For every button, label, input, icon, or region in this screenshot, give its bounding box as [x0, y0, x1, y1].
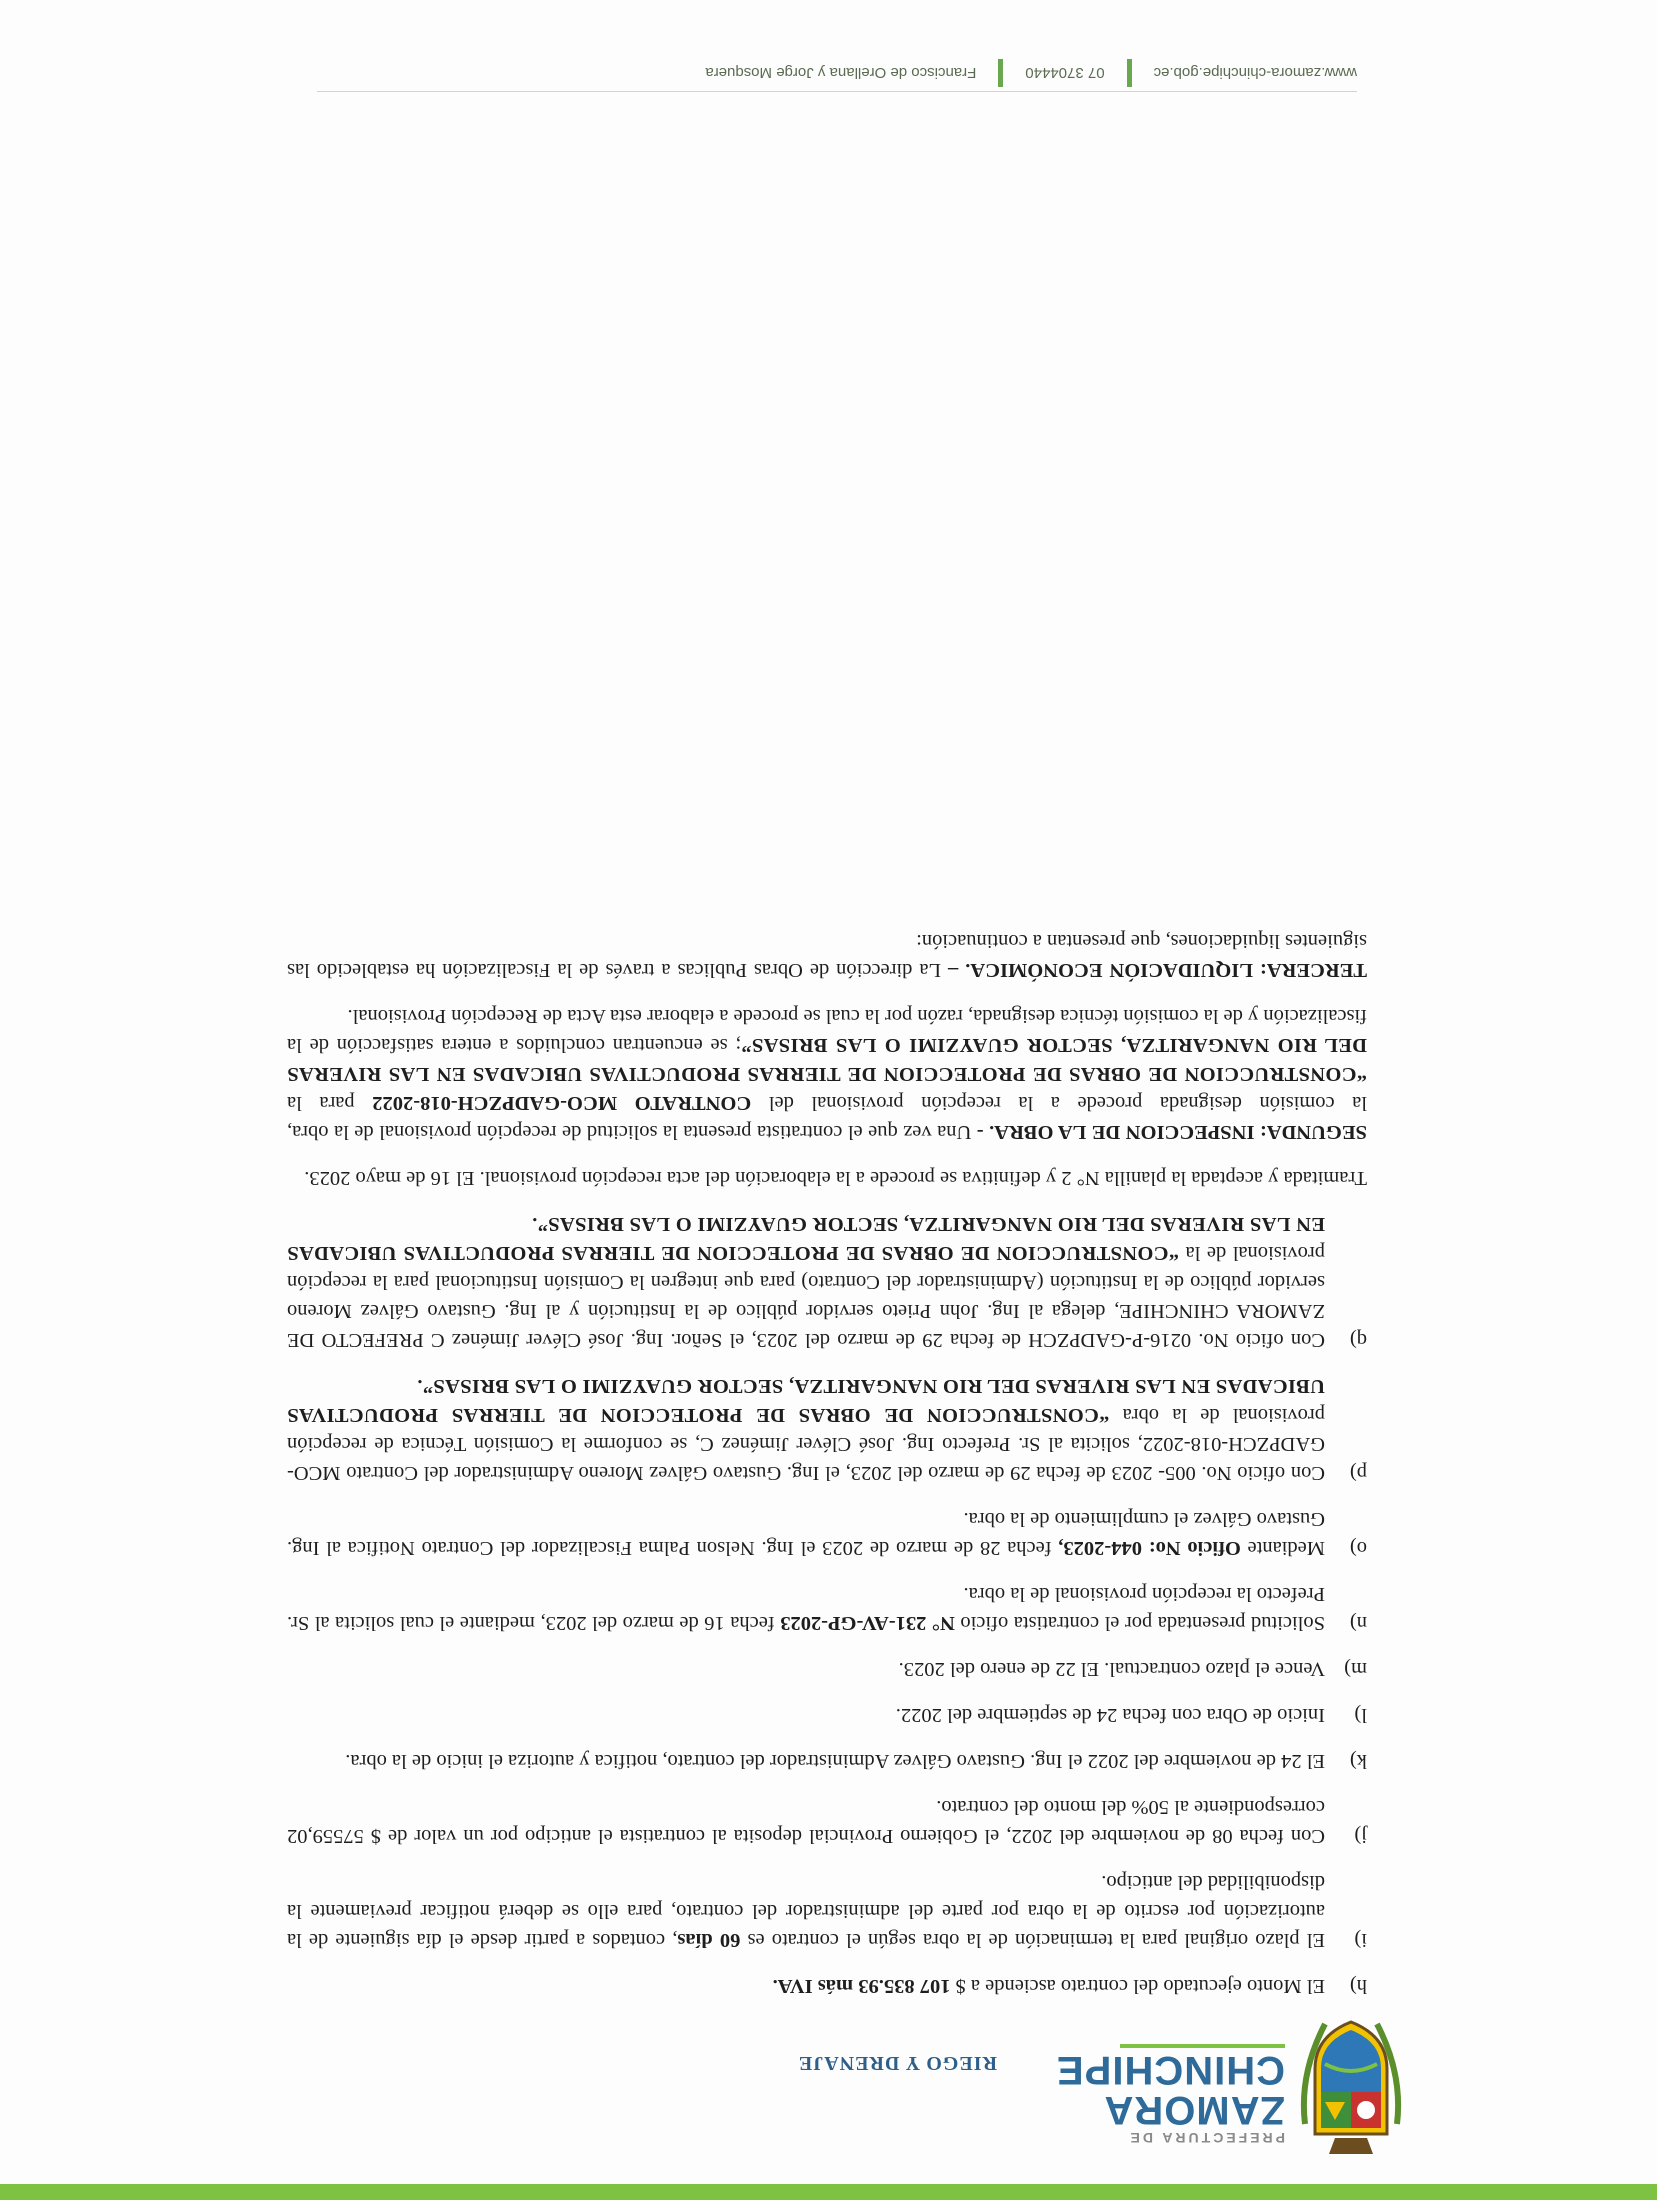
list-item-h: h) El Monto ejecutado del contrato asciende a $ 107 835.93 más IVA.: [772, 1975, 1367, 1997]
brand-logo: [1056, 2044, 1285, 2146]
list-item-l: l) Inicio de Obra con fecha 24 de septiembre del 2022.: [895, 1704, 1367, 1726]
coat-of-arms-icon: [1295, 2016, 1407, 2164]
list-item-k: k) El 24 de noviembre del 2022 el Ing. Gustavo Gálvez Administrador del contrato, notifica y autoriza el inicio de la obra.: [345, 1750, 1367, 1772]
section-heading: TERCERA: LIQUIDACIÓN ECONÓMICA. –: [948, 959, 1367, 981]
project-name: “CONSTRUCCION DE OBRAS DE PROTECCION DE TIERRAS PRODUCTIVAS UBICADAS EN LAS RIVERAS DEL RIO NANGARITZA, SECTOR GUAYZIMI O LAS BRISAS”.: [286, 1375, 1325, 1426]
brand-chinchipe: CHINCHIPE: [1055, 2048, 1285, 2092]
section-segunda: SEGUNDA: INSPECCION DE LA OBRA. - Una vez que el contratista presenta la solicitud de recepción provisional de la obra, la comisión designada procede a la recepción provisional del CONTRATO MCO-GADPZCH-018-2022 para la “CONSTRUCCION DE OBRAS DE PROTECCION DE TIERRAS PRODUCTIVAS UBICADAS EN LAS RIVERAS DEL RIO NANGARITZA, SECTOR GUAYZIMI O LAS BRISAS”; se encuentran concluidos a entera satisfacción de la fiscalización y de la comisión técnica designada, razón por la cual se procede a elaborar esta Acta de Recepción Provisional.: [287, 1005, 1367, 1143]
list-item-j: j) Con fecha 08 de noviembre del 2022, el Gobierno Provincial deposita al contratista el anticipo por un valor de $ 57559,02 correspondiente al 50% del monto del contrato.: [287, 1796, 1367, 1847]
letterhead: [27, 2014, 1627, 2164]
brand-small-text: PREFECTURA DE: [1127, 2130, 1285, 2146]
list-item-m: m) Vence el plazo contractual. El 22 de enero del 2023.: [898, 1658, 1367, 1680]
list-item-p: p) Con oficio No. 005- 2023 de fecha 29 de marzo del 2023, el Ing. Gustavo Gálvez Moreno Administrador del Contrato MCO-GADPZCH-018-2022, solicita al Sr. Prefecto Ing. José Cléver Jiménez C, se conforme la Comisión Técnica de recepción provisional de la obra “CONSTRUCCION DE OBRAS DE PROTECCION DE TIERRAS PRODUCTIVAS UBICADAS EN LAS RIVERAS DEL RIO NANGARITZA, SECTOR GUAYZIMI O LAS BRISAS”.: [286, 1375, 1367, 1484]
department-title: RIEGO Y DRENAJE: [797, 2052, 997, 2074]
project-name: “CONSTRUCCION DE OBRAS DE PROTECCION DE TIERRAS PRODUCTIVAS UBICADAS EN LAS RIVERAS DEL RIO NANGARITZA, SECTOR GUAYZIMI O LAS BRISAS”.: [287, 1213, 1325, 1264]
paragraph-tramitada: Tramitada y aceptada la planilla N° 2 y definitiva se procede a la elaboración del acta recepción provisional. El 16 de mayo 2023.: [304, 1167, 1367, 1189]
footer-phone: 07 3704440: [1025, 64, 1105, 82]
footer-divider: [998, 59, 1003, 87]
footer-address: Francisco de Orellana y Jorge Mosquera: [705, 64, 977, 82]
top-green-bar: [0, 2184, 1657, 2200]
footer-divider: [1127, 59, 1132, 87]
footer-website[interactable]: www.zamora-chinchipe.gob.ec: [1153, 64, 1357, 82]
document-body: [287, 909, 1367, 2000]
list-item-o: o) Mediante Oficio No: 044-2023, fecha 28 de marzo de 2023 el Ing. Nelson Palma Fiscalizador del Contrato Notifica al Ing. Gustavo Gálvez el cumplimiento de la obra.: [287, 1508, 1367, 1559]
section-tercera: TERCERA: LIQUIDACIÓN ECONÓMICA. – La dirección de Obras Publicas a través de la Fiscalización ha establecido las siguientes liquidaciones, que presentan a continuación:: [287, 930, 1367, 981]
list-item-i: i) El plazo original para la terminación de la obra según el contrato es 60 días, contados a partir desde el día siguiente de la autorización por escrito de la obra por parte del administrador del contrato, para ello se deberá notificar previamente la disponibilidad del anticipo.: [287, 1871, 1367, 1951]
contract-amount: 107 835.93 más IVA.: [772, 1975, 951, 1997]
page-footer: [317, 55, 1357, 92]
list-item-n: n) Solicitud presentada por el contratista oficio N° 231-AV-GP-2023 fecha 16 de marzo del 2023, mediante el cual solicita al Sr. Prefecto la recepción provisional de la obra.: [287, 1583, 1367, 1634]
section-heading: SEGUNDA: INSPECCION DE LA OBRA. -: [976, 1121, 1367, 1143]
list-item-q: q) Con oficio No. 0216-P-GADPZCH de fecha 29 de marzo del 2023, el Señor. Ing. José Cléver Jiménez C PREFECTO DE ZAMORA CHINCHIPE, delega al Ing. John Prieto servidor público de la Institución y al Ing. Gustavo Gálvez Moreno servidor público de la Institución (Administrador del Contrato) para que integren la Comisión Institucional para la recepción provisional de la “CONSTRUCCION DE OBRAS DE PROTECCION DE TIERRAS PRODUCTIVAS UBICADAS EN LAS RIVERAS DEL RIO NANGARITZA, SECTOR GUAYZIMI O LAS BRISAS”.: [287, 1213, 1367, 1351]
brand-zamora: ZAMORA: [1103, 2088, 1285, 2132]
